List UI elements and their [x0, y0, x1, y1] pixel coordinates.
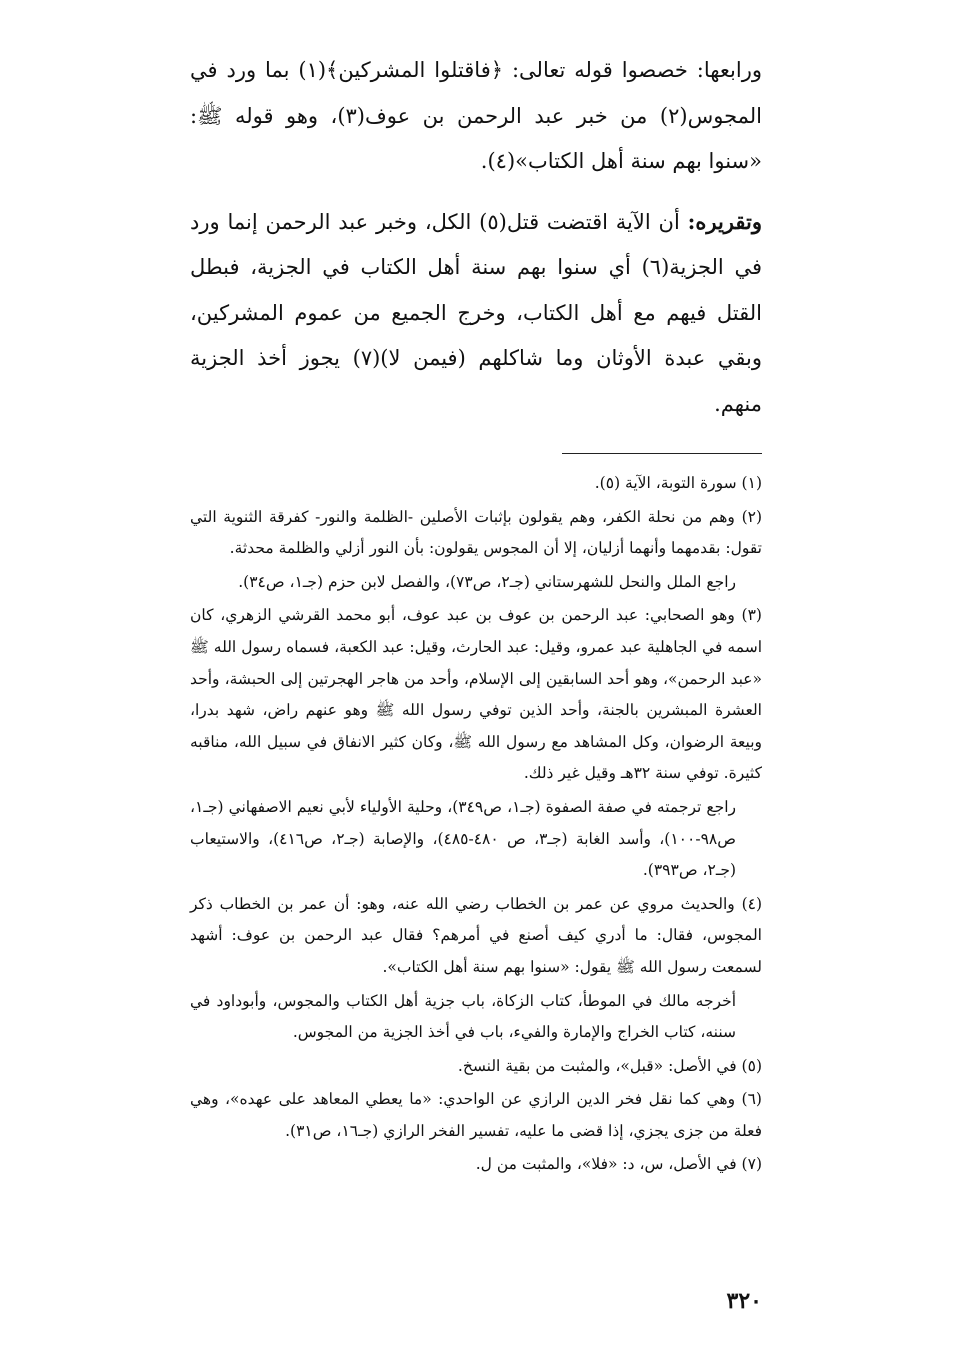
footnote-2	[190, 502, 762, 565]
main-paragraph-1	[190, 48, 762, 185]
footnote-separator	[562, 453, 762, 454]
paragraph-2-text: أن الآية اقتضت قتل(٥) الكل، وخبر عبد الرحمن إنما ورد في الجزية(٦) أي سنوا بهم سنة أهل الكتاب في الجزية، فبطل القتل فيهم مع أهل الكتاب، وخرج الجميع من عموم المشركين، وبقي عبدة الأوثان وما شاكلهم (فيمن لا)(٧) يجوز أخذ الجزية منهم.	[190, 209, 763, 416]
footnote-number: (٣)	[741, 606, 762, 625]
footnote-text: وهي كما نقل فخر الدين الرازي عن الواحدي: «ما يعطي المعاهد على عهده»، وهي فعلة من جزى يجزي، إذا قضى ما عليه، تفسير الفخر الرازي (جـ١٦، ص٣١).	[190, 1090, 762, 1140]
footnote-1	[190, 468, 762, 500]
footnote-3	[190, 600, 762, 790]
footnote-number: (٢)	[741, 507, 763, 526]
footnote-4-reference: أخرجه مالك في الموطأ، كتاب الزكاة، باب جزية أهل الكتاب والمجوس، وأبوداود في سننه، كتاب الخراج والإمارة والفيء، باب في أخذ الجزية من المجوس.	[190, 991, 736, 1042]
footnote-text: والحديث مروي عن عمر بن الخطاب رضي الله عنه، وهو: أن عمر بن الخطاب ذكر المجوس، فقال: ما أدري كيف أصنع في أمرهم؟ فقال عبد الرحمن بن عوف: أشهد لسمعت رسول الله ﷺ يقول: «سنوا بهم سنة أهل الكتاب».	[190, 894, 762, 976]
footnote-text: في الأصل، س، د: «فلا»، والمثبت من ل.	[475, 1155, 737, 1174]
footnote-6	[190, 1084, 762, 1147]
footnote-text: وهو الصحابي: عبد الرحمن بن عوف بن عبد عوف، أبو محمد القرشي الزهري، كان اسمه في الجاهلية عبد عمرو، وقيل: عبد الحارث، وقيل: عبد الكعبة، فسماه رسول الله ﷺ «عبد الرحمن»، وهو أحد السابقين إلى الإسلام، وأحد من هاجر الهجرتين إلى الحبشة، وأحد العشرة المبشرين بالجنة، وأحد الذين توفي رسول الله ﷺ وهو عنهم راض، شهد بدرا، وبيعة الرضوان، وكل المشاهد مع رسول الله ﷺ، وكان كثير الانفاق في سبيل الله، مناقبه كثيرة. توفي سنة ٣٢هـ وقيل غير ذلك.	[190, 606, 762, 783]
paragraph-1-text: ورابعها: خصصوا قوله تعالى: ﴿فاقتلوا المشركين﴾(١) بما ورد في المجوس(٢) من خبر عبد الرحمن بن عوف(٣)، وهو قوله ﷺ: «سنوا بهم سنة أهل الكتاب»(٤).	[190, 58, 763, 173]
footnote-3-reference: راجع ترجمته في صفة الصفوة (جـ١، ص٣٤٩)، وحلية الأولياء لأبي نعيم الاصفهاني (جـ١، ص٩٨-١٠٠)، وأسد الغابة (جـ٣، ص ٤٨٠-٤٨٥)، والإصابة (جـ٢، ص٤١٦)، والاستيعاب (جـ٢، ص٣٩٣).	[190, 797, 736, 880]
footnote-4	[190, 889, 762, 984]
main-paragraph-2	[190, 199, 762, 428]
footnote-text: في الأصل: «قبل»، والمثبت من بقية النسخ.	[457, 1056, 737, 1075]
footnotes-list	[190, 468, 762, 1181]
footnote-7	[190, 1149, 762, 1181]
footnote-number: (٦)	[741, 1090, 762, 1109]
footnote-number: (١)	[741, 474, 762, 492]
paragraph-2-keyword: وتقريره:	[687, 208, 762, 234]
footnote-number: (٥)	[741, 1056, 762, 1075]
footnote-2-reference: راجع الملل والنحل للشهرستاني (جـ٢، ص٧٣)، والفصل لابن حزم (جـ١، ص٣٤).	[238, 572, 736, 591]
footnote-5	[190, 1051, 762, 1083]
footnote-number: (٧)	[741, 1155, 762, 1174]
page-number: ٣٢٠	[726, 1288, 762, 1314]
page-content	[190, 48, 762, 1183]
footnote-text: سورة التوبة، الآية (٥).	[594, 474, 737, 492]
footnote-text: وهم من نحلة الكفر، وهم يقولون بإثبات الأصلين -الظلمة والنور- كفرقة الثنوية التي تقول: بقدمهما وأنهما أزليان، إلا أن المجوس يقولون: بأن النور أزلي والظلمة محدثة.	[190, 507, 762, 558]
footnote-number: (٤)	[741, 894, 763, 913]
